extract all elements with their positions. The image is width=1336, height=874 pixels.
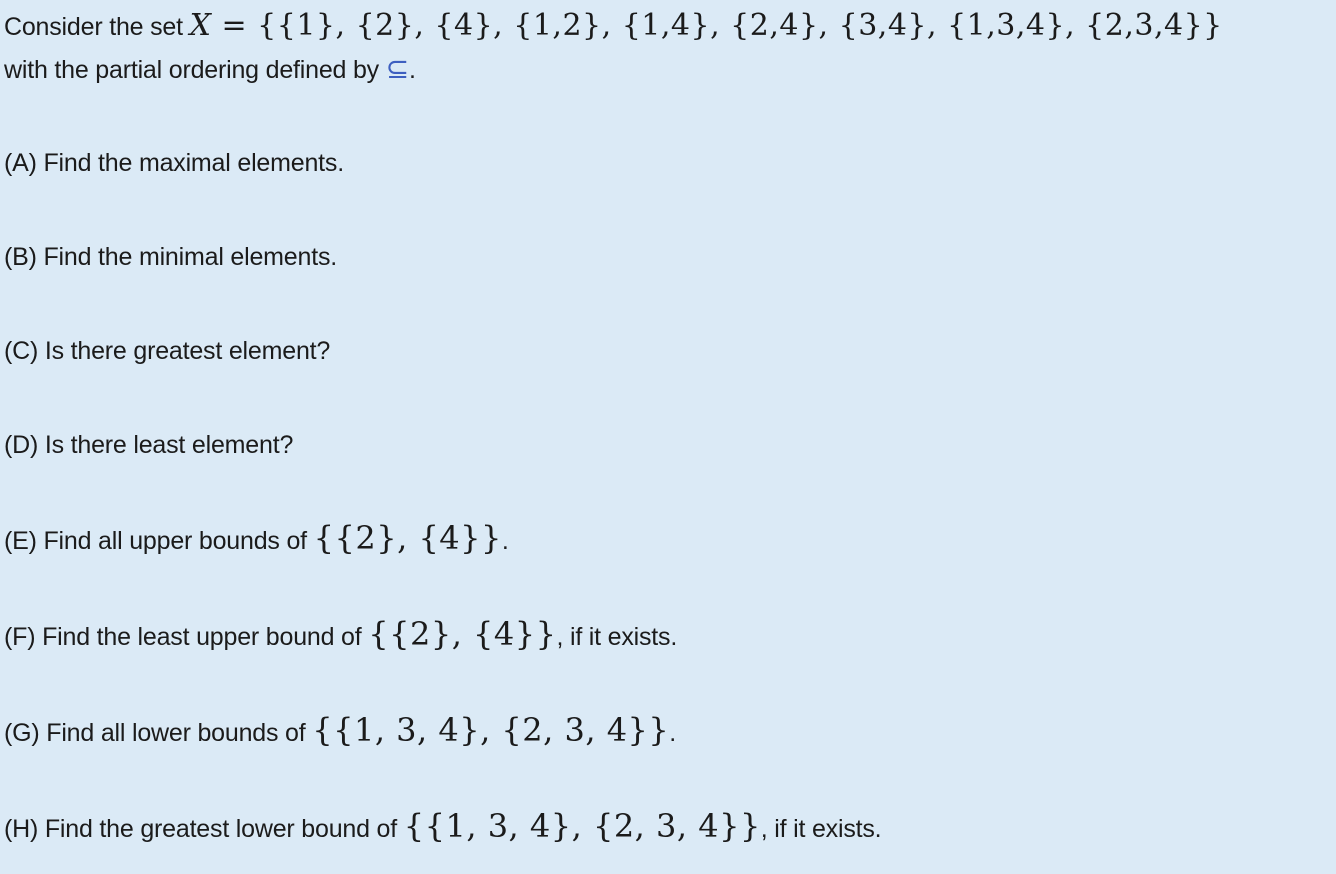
question-c: (C) Is there greatest element? <box>4 337 331 365</box>
question-g-set: {{1, 3, 4}, {2, 3, 4}} <box>312 711 670 749</box>
period: . <box>409 56 416 84</box>
question-f-end: , if it exists. <box>556 623 678 651</box>
question-e-set: {{2}, {4}} <box>313 519 502 557</box>
question-f-set: {{2}, {4}} <box>368 615 557 653</box>
question-e-text: (E) Find all upper bounds of <box>4 527 314 555</box>
question-h-end: , if it exists. <box>760 815 882 843</box>
question-a: (A) Find the maximal elements. <box>4 149 344 177</box>
question-e <box>4 521 509 558</box>
question-h <box>4 809 881 846</box>
question-d: (D) Is there least element? <box>4 431 294 459</box>
intro-text: Consider the set <box>4 13 190 41</box>
question-g-text: (G) Find all lower bounds of <box>4 719 313 747</box>
subseteq-symbol: ⊆ <box>385 52 409 85</box>
question-f <box>4 617 677 654</box>
intro-line-2 <box>4 52 416 87</box>
set-definition: {{1}, {2}, {4}, {1,2}, {1,4}, {2,4}, {3,4}, {1,3,4}, {2,3,4}} <box>257 8 1223 43</box>
question-f-text: (F) Find the least upper bound of <box>4 623 369 651</box>
equals-sign: = <box>211 8 258 43</box>
intro-line <box>4 9 1223 44</box>
question-g <box>4 713 676 750</box>
question-h-text: (H) Find the greatest lower bound of <box>4 815 404 843</box>
question-b: (B) Find the minimal elements. <box>4 243 338 271</box>
question-e-end: . <box>501 527 509 555</box>
question-g-end: . <box>669 719 677 747</box>
ordering-text: with the partial ordering defined by <box>4 56 386 84</box>
set-variable: X <box>189 8 212 43</box>
question-h-set: {{1, 3, 4}, {2, 3, 4}} <box>403 807 761 845</box>
